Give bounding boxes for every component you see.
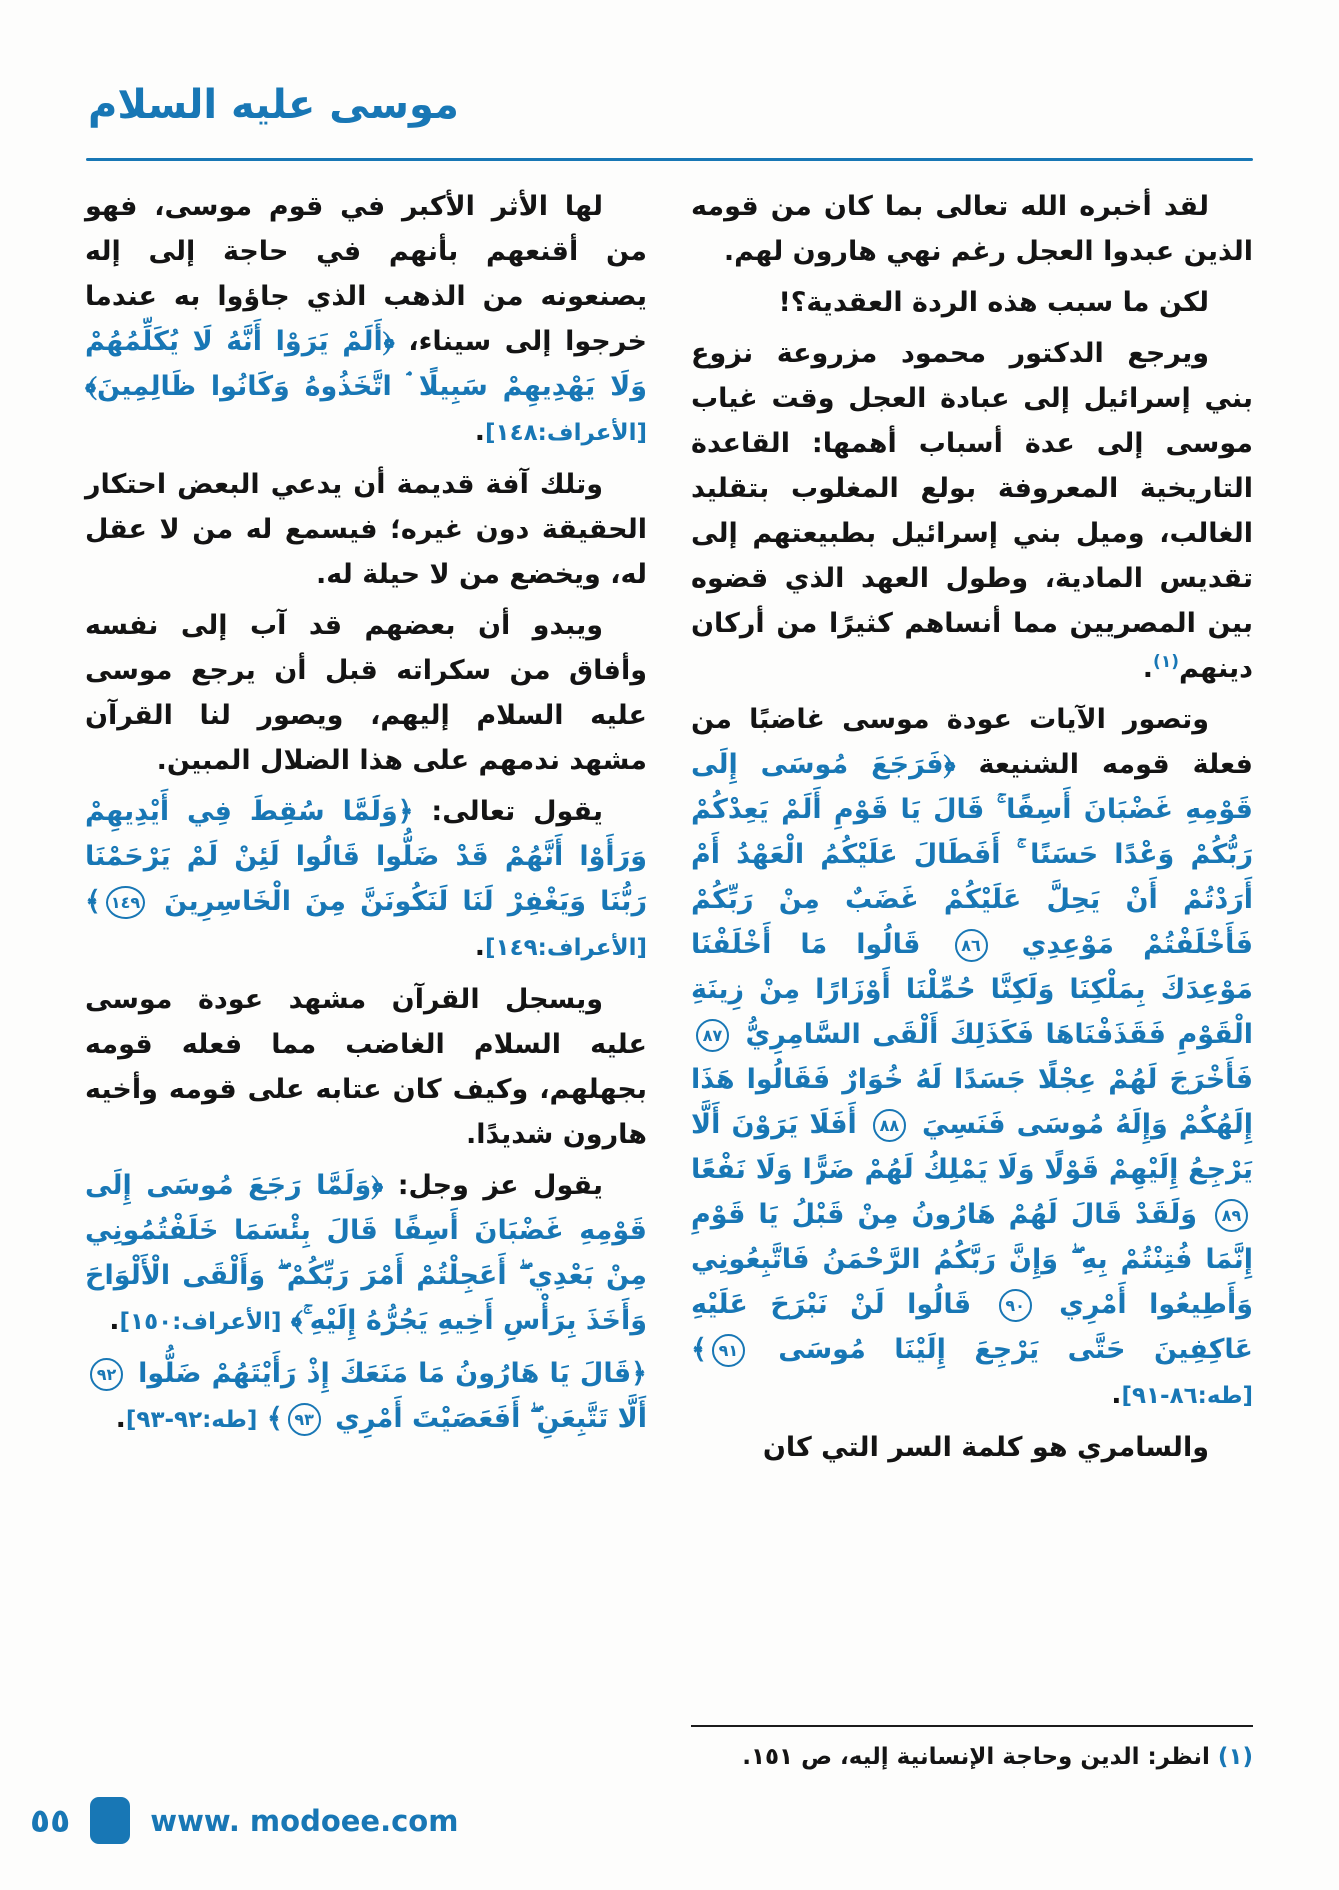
body-text-run: . bbox=[474, 416, 486, 447]
page-footer bbox=[30, 1797, 458, 1844]
footnote-text bbox=[691, 1739, 1253, 1776]
quran-verse: ﴿فَرَجَعَ مُوسَى إِلَى قَوْمِهِ غَضْبَانَ أَسِفًا ۚ قَالَ يَا قَوْمِ أَلَمْ يَعِدْكُمْ رَبُّكُمْ وَعْدًا حَسَنًا ۚ أَفَطَالَ عَلَيْكُمُ الْعَهْدُ أَمْ أَرَدْتُمْ أَنْ يَحِلَّ عَلَيْكُمْ غَضَبٌ مِنْ رَبِّكُمْ فَأَخْلَفْتُمْ مَوْعِدِي bbox=[691, 749, 1253, 960]
quran-verse: أَلَّا تَتَّبِعَنِ ۖ أَفَعَصَيْتَ أَمْرِي bbox=[325, 1403, 647, 1434]
column-right-text bbox=[691, 184, 1253, 1476]
paragraph bbox=[85, 462, 647, 597]
paragraph bbox=[691, 184, 1253, 274]
body-text-run: . bbox=[115, 1403, 126, 1434]
column-right bbox=[691, 184, 1253, 1776]
verse-reference: [طه:٨٦-٩١] bbox=[1121, 1383, 1253, 1409]
page-number: ٥٥ bbox=[30, 1801, 71, 1840]
ayah-number-badge: ٩٠ bbox=[999, 1289, 1032, 1322]
ayah-number-badge: ٩١ bbox=[712, 1334, 745, 1367]
paragraph bbox=[691, 697, 1253, 1419]
ayah-number-badge: ١٤٩ bbox=[106, 886, 145, 919]
body-text-run: . bbox=[474, 931, 486, 962]
quran-verse: قَالُوا مَا أَخْلَفْنَا مَوْعِدَكَ بِمَلْكِنَا وَلَكِنَّا حُمِّلْنَا أَوْزَارًا مِنْ زِينَةِ الْقَوْمِ فَقَذَفْنَاهَا فَكَذَلِكَ أَلْقَى السَّامِرِيُّ bbox=[691, 929, 1253, 1050]
page-content bbox=[85, 184, 1253, 1776]
body-text-run: . bbox=[109, 1305, 120, 1336]
paragraph bbox=[691, 331, 1253, 691]
footnote-marker: (١) bbox=[1217, 1744, 1253, 1770]
body-text-run: ويرجع الدكتور محمود مزروعة نزوع بني إسرائيل إلى عبادة العجل وقت غياب موسى إلى عدة أسباب أهمها: القاعدة التاريخية المعروفة بولع المغلوب بتقليد الغالب، وميل بني إسرائيل بطبيعتهم إلى تقديس المادية، وطول العهد الذي قضوه بين المصريين مما أنساهم كثيرًا من أركان دينهم bbox=[691, 338, 1253, 684]
quran-verse: قَالُوا لَنْ نَبْرَحَ عَلَيْهِ عَاكِفِينَ حَتَّى يَرْجِعَ إِلَيْنَا مُوسَى bbox=[691, 1289, 1253, 1365]
body-text-run: ويسجل القرآن مشهد عودة موسى عليه السلام الغاضب مما فعله قومه بجهلهم، وكيف كان عتابه على قومه وأخيه هارون شديدًا. bbox=[85, 984, 647, 1150]
ayah-number-badge: ٩٢ bbox=[90, 1358, 123, 1391]
body-text-run: . bbox=[1111, 1379, 1122, 1410]
column-left bbox=[85, 184, 647, 1449]
body-text-run: . bbox=[1142, 653, 1154, 684]
website-url: www. modoee.com bbox=[150, 1803, 459, 1838]
paragraph bbox=[85, 603, 647, 783]
ayah-number-badge: ٩٣ bbox=[288, 1403, 321, 1436]
body-text-run: يقول عز وجل: bbox=[383, 1170, 603, 1201]
body-text-run: ويبدو أن بعضهم قد آب إلى نفسه وأفاق من سكراته قبل أن يرجع موسى عليه السلام إليهم، ويصور لنا القرآن مشهد ندمهم على هذا الضلال المبين. bbox=[85, 610, 647, 776]
ayah-number-badge: ٨٦ bbox=[955, 929, 988, 962]
ayah-number-badge: ٨٧ bbox=[696, 1019, 729, 1052]
quran-verse: ﴾ bbox=[85, 886, 101, 917]
running-head-title: موسى عليه السلام bbox=[88, 82, 459, 128]
footnote-ref-marker: (١) bbox=[1153, 652, 1179, 672]
verse-reference: [الأعراف:١٤٨] bbox=[485, 420, 647, 446]
ayah-number-badge: ٨٩ bbox=[1215, 1199, 1248, 1232]
verse-reference: [الأعراف:١٥٠] bbox=[119, 1309, 282, 1335]
body-text-run: يقول تعالى: bbox=[413, 796, 603, 827]
quran-verse: وَلَقَدْ قَالَ لَهُمْ هَارُونُ مِنْ قَبْلُ يَا قَوْمِ إِنَّمَا فُتِنْتُمْ بِهِ ۖ وَإِنَّ رَبَّكُمُ الرَّحْمَنُ فَاتَّبِعُونِي وَأَطِيعُوا أَمْرِي bbox=[691, 1199, 1254, 1320]
paragraph bbox=[85, 184, 647, 456]
quran-verse: أَفَلَا يَرَوْنَ أَلَّا يَرْجِعُ إِلَيْهِمْ قَوْلًا وَلَا يَمْلِكُ لَهُمْ ضَرًّا وَلَا نَفْعًا bbox=[691, 1109, 1253, 1185]
paragraph bbox=[691, 1425, 1253, 1470]
quran-verse: ﴿وَلَمَّا رَجَعَ مُوسَى إِلَى قَوْمِهِ غَضْبَانَ أَسِفًا قَالَ بِئْسَمَا خَلَفْتُمُونِي مِنْ بَعْدِي ۖ أَعَجِلْتُمْ أَمْرَ رَبِّكُمْ ۖ وَأَلْقَى الْأَلْوَاحَ وَأَخَذَ بِرَأْسِ أَخِيهِ يَجُرُّهُ إِلَيْهِ ۚ﴾ bbox=[85, 1170, 647, 1336]
footer-ornament bbox=[90, 1797, 130, 1844]
paragraph bbox=[85, 1351, 647, 1443]
body-text-run: وتصور الآيات عودة موسى غاضبًا من فعلة قومه الشنيعة bbox=[691, 704, 1253, 780]
paragraph bbox=[85, 789, 647, 971]
quran-verse: ﴿قَالَ يَا هَارُونُ مَا مَنَعَكَ إِذْ رَأَيْتَهُمْ ضَلُّوا bbox=[128, 1358, 647, 1389]
body-text-run: لها الأثر الأكبر في قوم موسى، فهو من أقنعهم بأنهم في حاجة إلى إله يصنعونه من الذهب الذي جاؤوا به عندما خرجوا إلى سيناء، bbox=[85, 191, 647, 357]
header-divider bbox=[86, 158, 1253, 161]
footnote bbox=[691, 1725, 1253, 1776]
body-text-run: والسامري هو كلمة السر التي كان bbox=[762, 1432, 1209, 1463]
quran-verse: ﴾ bbox=[257, 1403, 283, 1434]
footnote-body: انظر: الدين وحاجة الإنسانية إليه، ص ١٥١. bbox=[742, 1744, 1210, 1770]
paragraph bbox=[85, 977, 647, 1157]
quran-verse: ﴿أَلَمْ يَرَوْا أَنَّهُ لَا يُكَلِّمُهُمْ وَلَا يَهْدِيهِمْ سَبِيلًا ۘ اتَّخَذُوهُ وَكَانُوا ظَالِمِينَ﴾ bbox=[85, 326, 647, 402]
quran-verse: ﴿وَلَمَّا سُقِطَ فِي أَيْدِيهِمْ وَرَأَوْا أَنَّهُمْ قَدْ ضَلُّوا قَالُوا لَئِنْ لَمْ يَرْحَمْنَا رَبُّنَا وَيَغْفِرْ لَنَا لَنَكُونَنَّ مِنَ الْخَاسِرِينَ bbox=[85, 796, 647, 917]
paragraph bbox=[85, 1163, 647, 1345]
body-text-run: وتلك آفة قديمة أن يدعي البعض احتكار الحقيقة دون غيره؛ فيسمع له من لا عقل له، ويخضع من لا حيلة له. bbox=[85, 469, 647, 590]
ayah-number-badge: ٨٨ bbox=[873, 1109, 906, 1142]
quran-verse: فَأَخْرَجَ لَهُمْ عِجْلًا جَسَدًا لَهُ خُوَارٌ فَقَالُوا هَذَا إِلَهُكُمْ وَإِلَهُ مُوسَى فَنَسِيَ bbox=[691, 1064, 1254, 1140]
body-text-run: لقد أخبره الله تعالى بما كان من قومه الذين عبدوا العجل رغم نهي هارون لهم. bbox=[691, 191, 1253, 267]
body-text-run: لكن ما سبب هذه الردة العقدية؟! bbox=[778, 287, 1209, 318]
paragraph bbox=[691, 280, 1253, 325]
verse-reference: [الأعراف:١٤٩] bbox=[485, 935, 647, 961]
verse-reference: [طه:٩٢-٩٣] bbox=[125, 1407, 258, 1433]
quran-verse: ﴾ bbox=[691, 1334, 707, 1365]
